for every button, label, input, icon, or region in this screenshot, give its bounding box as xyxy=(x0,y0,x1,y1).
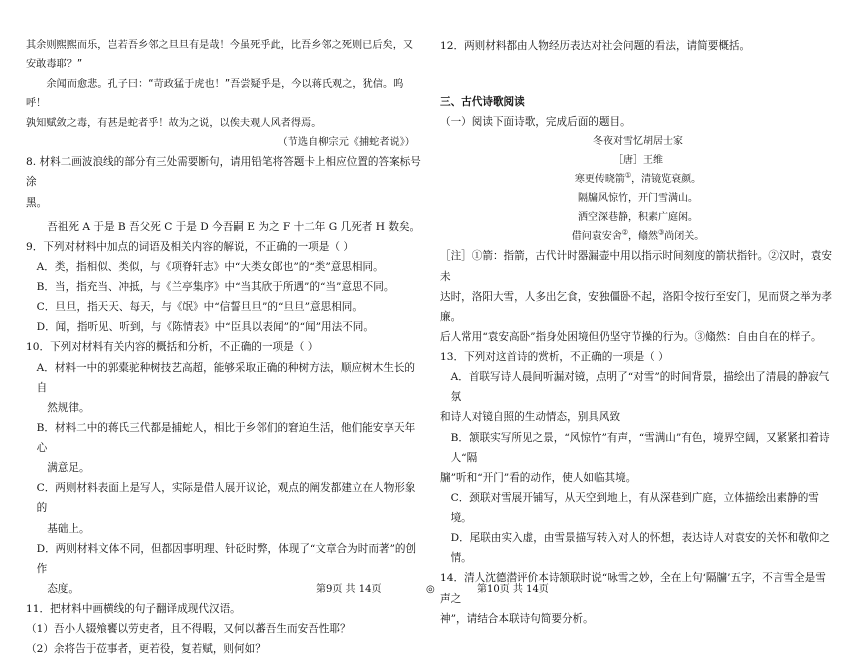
question-text: 10．下列对材料有关内容的概括和分析，不正确的一项是（ ） xyxy=(26,341,319,354)
passage-continuation xyxy=(26,36,421,152)
option-a-cont: 和诗人对镜自照的生动情态，别具风致 xyxy=(440,411,621,424)
question-text: 神”，请结合本联诗句简要分析。 xyxy=(440,612,594,625)
poem-line: 借问袁安舍②，翛然③尚闭关。 xyxy=(571,229,705,243)
poem-line: 隔牖风惊竹，开门雪满山。 xyxy=(578,193,698,205)
passage-line: 安敢毒耶？” xyxy=(26,59,83,71)
question-text: 14．清人沈德潜评价本诗颔联时说“咏雪之妙，全在上句‘隔牖’五字，不言雪全是雪声之 xyxy=(440,572,826,605)
subsection-title: （一）阅读下面诗歌，完成后面的题目。 xyxy=(440,116,631,129)
question-13 xyxy=(440,347,836,568)
question-text: 13．下列对这首诗的赏析，不正确的一项是（ ） xyxy=(440,351,669,363)
right-column xyxy=(440,36,836,629)
question-12: 12．两则材料都由人物经历表达对社会问题的看法，请简要概括。 xyxy=(440,40,751,52)
question-11 xyxy=(26,599,421,659)
passage-source: （节选自柳宗元《捕蛇者说》） xyxy=(277,136,415,148)
left-column xyxy=(26,36,421,659)
option-b: B．材料二中的蒋氏三代都是捕蛇人，相比于乡邻们的窘迫生活，他们能安享天年心 xyxy=(36,421,416,454)
option-d: D．闻，指听见、听到，与《陈情表》中“臣具以表闻”的“闻”用法不同。 xyxy=(36,321,374,334)
option-c: C．旦旦，指天天、每天，与《氓》中“信誓旦旦”的“旦旦”意思相同。 xyxy=(36,301,363,314)
option-b: B．颔联实写所见之景，“风惊竹”有声，“雪满山”有色，境界空阔，又紧紧扣着诗人“隔 xyxy=(450,431,830,464)
option-b: B．当，指充当、冲抵，与《兰亭集序》中“当其欣于所遇”的“当”意思不同。 xyxy=(36,281,395,293)
poem-notes xyxy=(440,246,836,347)
option-a-cont: 然规律。 xyxy=(47,401,90,414)
question-10 xyxy=(26,337,421,599)
right-page-number: 第10页 共 14页 xyxy=(477,584,549,595)
translation-item: （2）余将告于莅事者，更若役，复若赋，则何如？ xyxy=(26,643,266,656)
option-a: A．首联写诗人晨间听漏对镜，点明了“对雪”的时间背景，描绘出了清晨的静寂气氛 xyxy=(450,371,830,404)
note-line: 后人常用“袁安高卧”指身处困境但仍坚守节操的行为。③翛然：自由自在的样子。 xyxy=(440,330,822,343)
option-b-cont: 牖”听和“开门”看的动作，使人如临其境。 xyxy=(440,471,637,484)
question-text: 8. 材料二画波浪线的部分有三处需要断句，请用铅笔将答题卡上相应位置的答案标号涂 xyxy=(26,156,421,189)
note-line: ［注］①箭：指箭，古代计时器漏壶中用以指示时间刻度的箭状指针。②汉时，袁安未 xyxy=(440,250,832,283)
left-page-number: 第9页 共 14页 xyxy=(316,584,382,595)
option-c: C．颈联对雪展开铺写，从天空到地上，有从深巷到广庭，立体描绘出素静的雪境。 xyxy=(450,491,819,524)
poem xyxy=(440,132,836,246)
section-title: 三、古代诗歌阅读 xyxy=(440,96,525,109)
passage-line: 其余则熙熙而乐，岂若吾乡邻之旦旦有是哉！今虽死乎此，比吾乡邻之死则已后矣，又 xyxy=(26,40,414,51)
question-text: 9．下列对材料中加点的词语及相关内容的解说，不正确的一项是（ ） xyxy=(26,240,354,253)
option-d-cont: 态度。 xyxy=(47,582,79,595)
question-text: 11．把材料中画横线的句子翻译成现代汉语。 xyxy=(26,603,241,615)
poem-title: 冬夜对雪忆胡居士家 xyxy=(593,136,683,148)
center-mark-icon: ◎ xyxy=(426,584,435,595)
question-8 xyxy=(26,152,421,237)
option-d: D．尾联由实入虚，由雪景描写转入对人的怀想，表达诗人对袁安的关怀和敬仰之情。 xyxy=(450,532,830,565)
poem-line: 洒空深巷静，积素广庭闲。 xyxy=(578,212,698,224)
passage-line: 余闻而愈悲。孔子曰：“苛政猛于虎也！”吾尝疑乎是，今以蒋氏观之，犹信。呜呼！ xyxy=(26,78,404,110)
passage-line: 孰知赋敛之毒，有甚是蛇者乎！故为之说，以俟夫观人风者得焉。 xyxy=(26,117,322,129)
question-9 xyxy=(26,237,421,338)
poem-author: ［唐］王维 xyxy=(613,155,663,167)
question-text: 黑。 xyxy=(26,196,48,209)
note-line: 达时，洛阳大雪，人多出乞食，安独僵卧不起，洛阳令按行至安门，见而贤之举为孝廉。 xyxy=(440,290,832,323)
poem-line: 寒更传晓箭①，清镜览衰颜。 xyxy=(574,172,702,186)
option-c: C．两则材料表面上是写人，实际是借人展开议论，观点的阐发都建立在人物形象的 xyxy=(36,482,416,515)
option-c-cont: 基础上。 xyxy=(47,522,90,535)
translation-item: （1）吾小人辍飧饔以劳吏者，且不得暇，又何以蕃吾生而安吾性耶？ xyxy=(26,623,351,636)
option-a: A．材料一中的郭橐驼种树技艺高超，能够采取正确的种树方法，顺应树木生长的自 xyxy=(36,361,416,394)
option-a: A．类，指相似、类似，与《项脊轩志》中“大类女郎也”的“类”意思相同。 xyxy=(36,260,384,273)
option-d: D．两则材料文体不同，但都因事明理、针砭时弊，体现了“文章合为时而著”的创作 xyxy=(36,542,417,575)
punctuation-sentence: 吾祖死 A 于是 B 吾父死 C 于是 D 今吾嗣 E 为之 F 十二年 G 几死者 H 数矣。 xyxy=(47,220,421,233)
option-b-cont: 满意足。 xyxy=(47,462,90,475)
